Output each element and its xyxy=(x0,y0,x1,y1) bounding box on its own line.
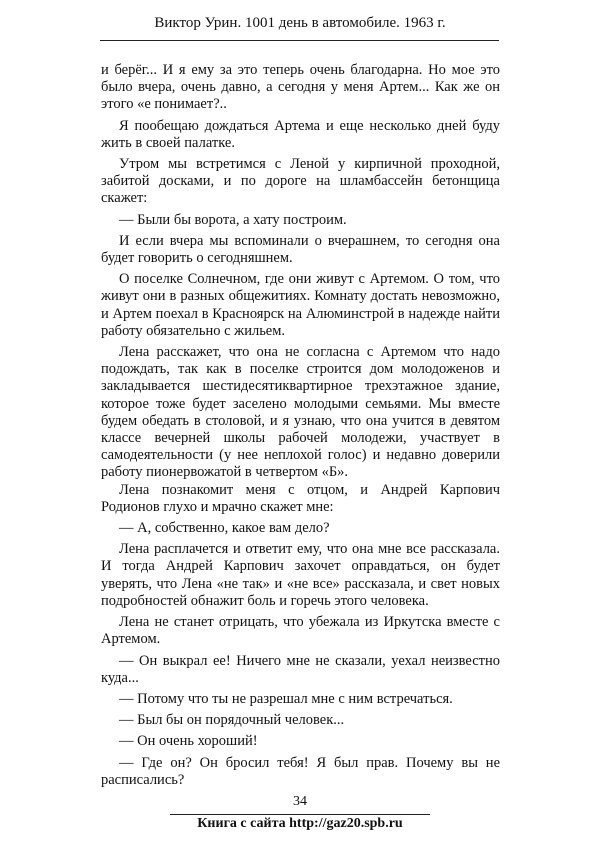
paragraph: О поселке Солнечном, где они живут с Артемом. О том, что живут они в разных общежитиях. Комнату достать невозможно, и Артем поехал в Красноярск на Алюминстрой в надежде найти работу обязательно с жильем. xyxy=(101,271,500,339)
paragraph: Я пообещаю дождаться Артема и еще несколько дней буду жить в своей палатке. xyxy=(101,117,500,151)
footer-source-link[interactable]: Книга с сайта http://gaz20.spb.ru xyxy=(197,816,403,831)
paragraph: Лена познакомит меня с отцом, и Андрей Карпович Родионов глухо и мрачно скажет мне: xyxy=(101,481,500,515)
dialogue-line: — Он очень хороший! xyxy=(119,733,258,750)
paragraph: Лена расплачется и ответит ему, что она мне все рассказала. И тогда Андрей Карпович захочет оправдаться, он будет уверять, что Лена «не так» и «не все» рассказала, и свет новых подробностей обнажит боль и горечь этого человека. xyxy=(101,541,500,609)
page-number: 34 xyxy=(293,794,307,809)
page-header-title: Виктор Урин. 1001 день в автомобиле. 1963 г. xyxy=(154,15,446,31)
paragraph: Лена расскажет, что она не согласна с Артемом что надо подождать, так как в поселке строится дом молодоженов и закладывается шестидесятиквартирное трехэтажное здание, которое тоже будет заселено молодыми семьями. Мы вместе будем обедать в столовой, и я узнаю, что она учится в девятом классе вечерней школы рабочей молодежи, участвует в самодеятельности (у нее неплохой голос) и недавно доверили работу пионервожатой в четвертом «Б». xyxy=(101,344,500,481)
paragraph: Лена не станет отрицать, что убежала из Иркутска вместе с Артемом. xyxy=(101,614,500,648)
paragraph: И если вчера мы вспоминали о вчерашнем, то сегодня она будет говорить о сегодняшнем. xyxy=(101,232,500,267)
dialogue-line: — А, собственно, какое вам дело? xyxy=(119,520,330,537)
page-body xyxy=(101,62,500,789)
dialogue-line: — Были бы ворота, а хату построим. xyxy=(119,211,347,228)
header-divider xyxy=(100,40,499,41)
footer-divider xyxy=(170,814,430,815)
paragraph: и берёг... И я ему за это теперь очень благодарна. Но мое это было вчера, очень давно, а сегодня у меня Артем... Как же он этого «е понимает?.. xyxy=(101,62,500,113)
dialogue-line: — Был бы он порядочный человек... xyxy=(119,712,345,729)
dialogue-line: — Где он? Он бросил тебя! Я был прав. Почему вы не расписались? xyxy=(101,754,500,788)
dialogue-line: — Потому что ты не разрешал мне с ним встречаться. xyxy=(119,690,453,707)
dialogue-line: — Он выкрал ее! Ничего мне не сказали, уехал неизвестно куда... xyxy=(101,652,500,686)
paragraph: Утром мы встретимся с Леной у кирпичной проходной, забитой досками, и по дороге на шламбассейн бетонщица скажет: xyxy=(101,156,500,207)
